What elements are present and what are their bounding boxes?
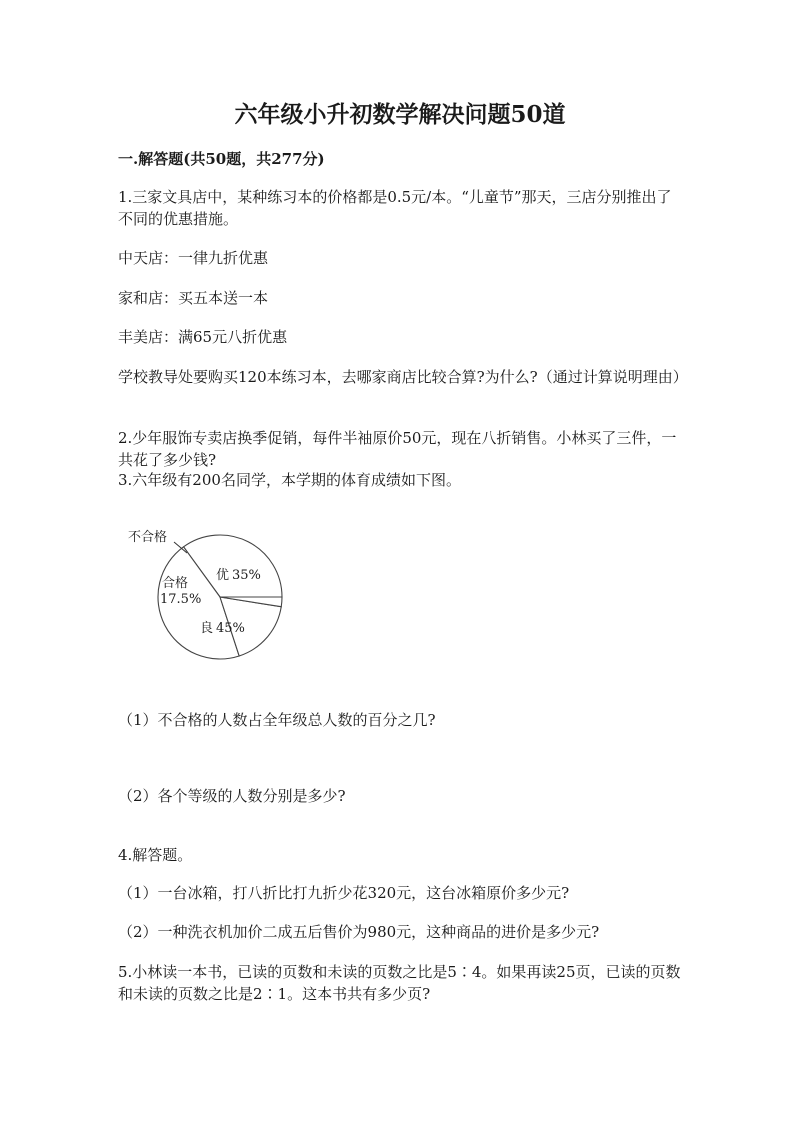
question-3-sub-2: （2）各个等级的人数分别是多少? [118, 787, 346, 805]
page-title: 六年级小升初数学解决问题50道 [234, 101, 566, 128]
question-1-stem: 1.三家文具店中，某种练习本的价格都是0.5元/本。“儿童节”那天，三店分别推出了不同的优惠措施。 [118, 188, 672, 228]
slice-label-you-value: 35% [232, 568, 261, 583]
grade-pie-chart [118, 520, 298, 670]
question-3-stem: 3.六年级有200名同学，本学期的体育成绩如下图。 [118, 471, 461, 489]
question-1-shop-fengmei: 丰美店：满65元八折优惠 [118, 328, 288, 346]
question-2: 2.少年服饰专卖店换季促销，每件半袖原价50元，现在八折销售。小林买了三件，一共花了多少钱? [118, 429, 677, 469]
question-5: 5.小林读一本书，已读的页数和未读的页数之比是5∶4。如果再读25页，已读的页数和未读的页数之比是2∶1。这本书共有多少页? [118, 963, 681, 1003]
section-heading: 一.解答题(共50题，共277分) [118, 150, 325, 168]
slice-label-liang-value: 45% [216, 621, 245, 636]
question-4-sub-2: （2）一种洗衣机加价二成五后售价为980元，这种商品的进价是多少元? [118, 923, 600, 941]
question-1-shop-zhongtian: 中天店：一律九折优惠 [118, 249, 269, 267]
slice-label-you-name: 优 [216, 568, 230, 583]
slice-label-buhege: 不合格 [128, 530, 168, 545]
question-4-stem: 4.解答题。 [118, 846, 193, 864]
question-1-question: 学校教导处要购买120本练习本，去哪家商店比较合算?为什么?（通过计算说明理由） [118, 368, 688, 386]
slice-label-liang-name: 良 [200, 621, 214, 636]
question-1-shop-jiahe: 家和店：买五本送一本 [118, 289, 269, 307]
slice-label-hege-value: 17.5% [160, 592, 202, 607]
slice-label-hege-name: 合格 [162, 576, 189, 591]
question-4-sub-1: （1）一台冰箱，打八折比打九折少花320元，这台冰箱原价多少元? [118, 884, 570, 902]
question-3-sub-1: （1）不合格的人数占全年级总人数的百分之几? [118, 711, 436, 729]
